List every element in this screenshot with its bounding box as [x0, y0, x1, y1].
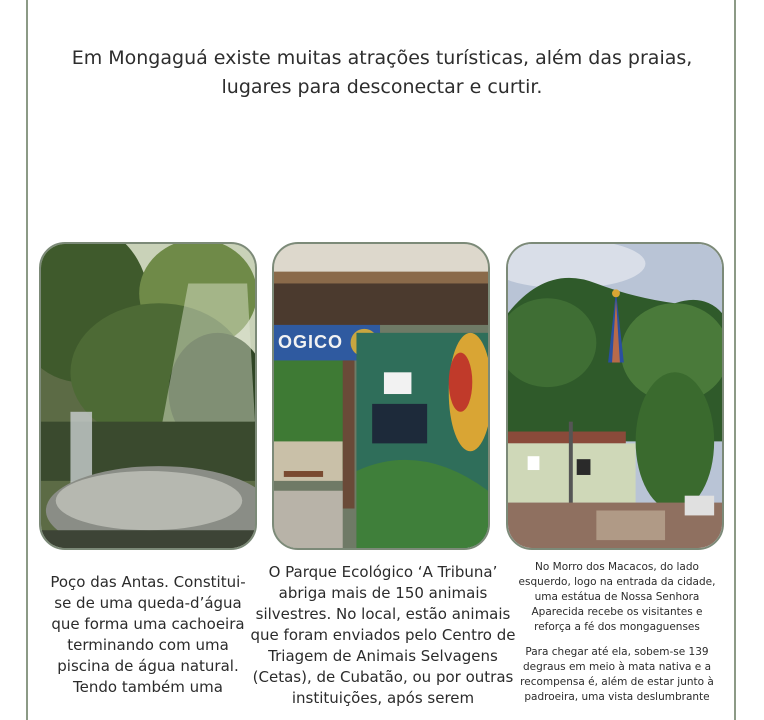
caption-parque-ecologico: O Parque Ecológico ‘A Tribuna’ abriga mais de 150 animais silvestres. No local, estão animais que foram enviados pelo Centro de Triagem de Animais Selvagens (Cetas), de Cubatão, ou por outras instituições, após serem: [250, 563, 516, 707]
park-entrance-image: [274, 244, 488, 548]
caption-poco-das-antas: Poço das Antas. Constitui-se de uma queda-d’água que forma uma cachoeira terminando com uma piscina de água natural. Tendo também uma: [50, 573, 246, 696]
headline: Em Mongaguá existe muitas atrações turísticas, além das praias, lugares para desconectar e curtir.: [71, 47, 693, 98]
caption-morro-paragraph-1: No Morro dos Macacos, do lado esquerdo, logo na entrada da cidade, uma estátua de Nossa Senhora Aparecida recebe os visitantes e reforça a fé dos mongaguenses: [518, 561, 716, 633]
waterfall-image: [41, 244, 255, 548]
park-sign-text: OGICO: [278, 332, 344, 352]
photo-morro-dos-macacos: [506, 242, 724, 550]
caption-morro-dos-macacos: [514, 560, 720, 715]
photo-poco-das-antas: [39, 242, 257, 550]
photo-parque-ecologico: [272, 242, 490, 550]
caption-morro-paragraph-2: Para chegar até ela, sobem-se 139 degraus em meio à mata nativa e a recompensa é, além de estar junto à padroeira, uma vista deslumbrante: [520, 646, 714, 703]
hill-statue-image: [508, 244, 722, 548]
